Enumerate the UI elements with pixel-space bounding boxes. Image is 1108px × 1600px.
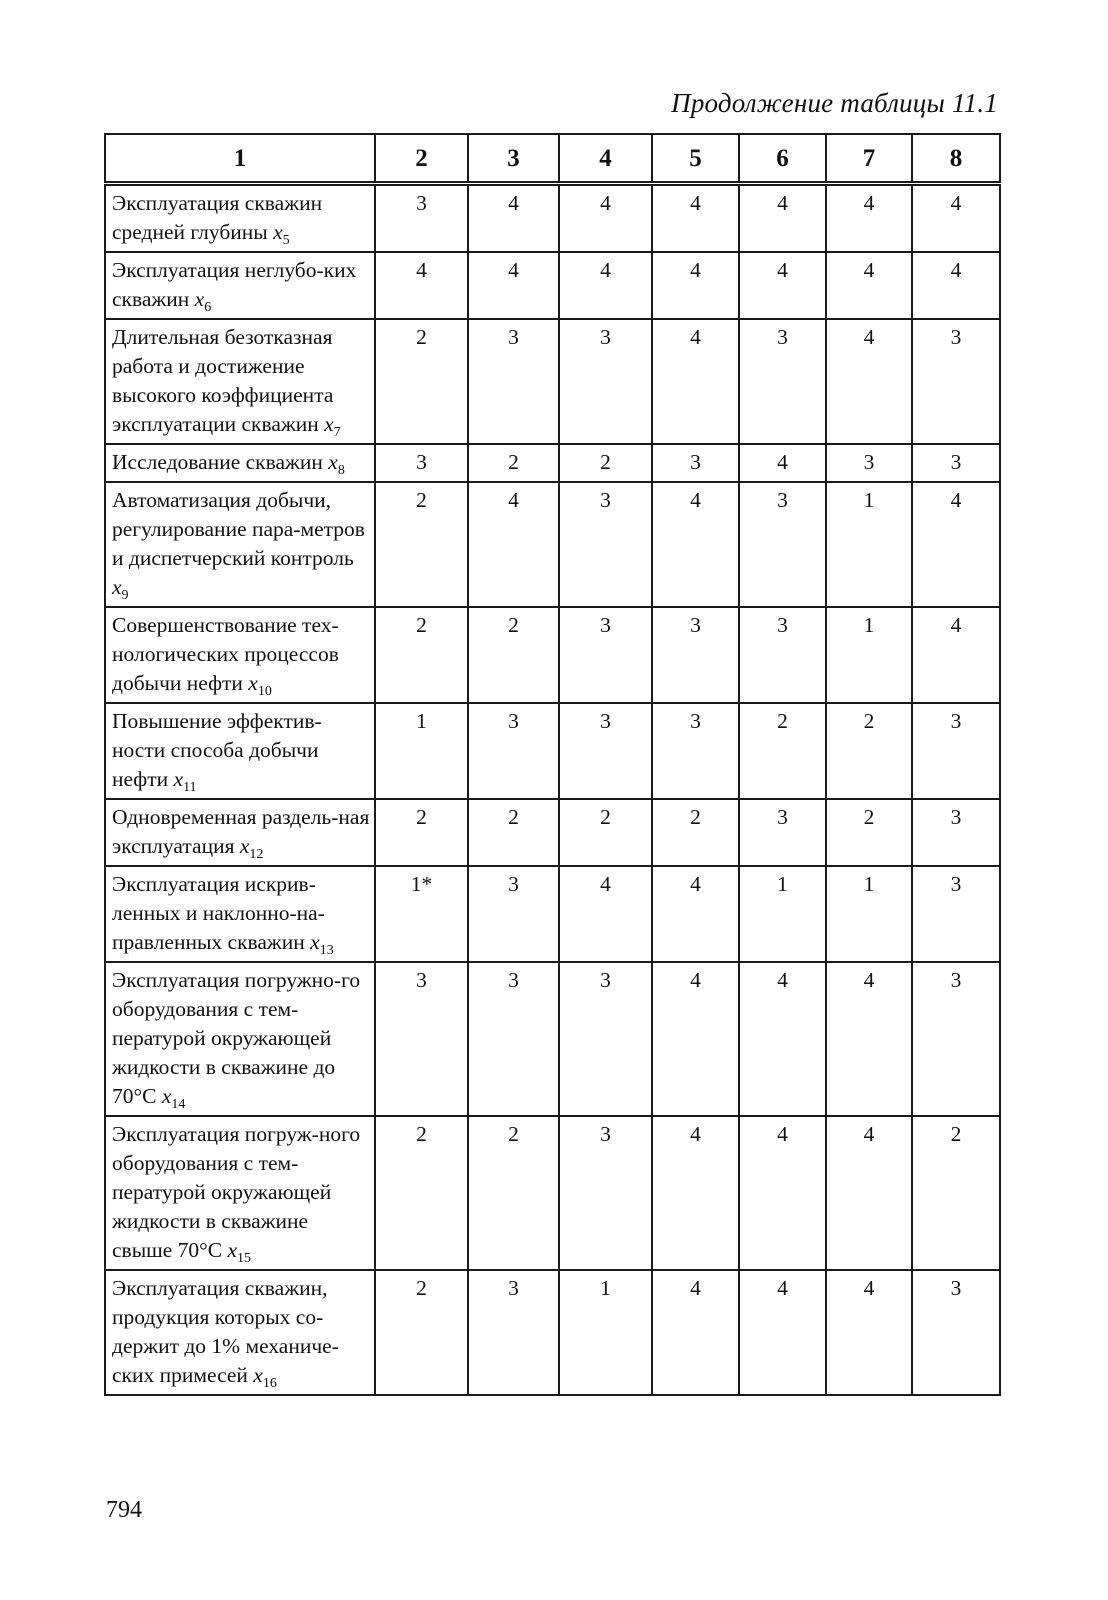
score-cell: 1 (826, 482, 912, 607)
row-label-text: Длительная безотказная работа и достижение высокого коэффициента эксплуатации скважин (112, 325, 334, 436)
table-row (105, 184, 1000, 253)
score-cell: 2 (559, 444, 652, 482)
score-cell: 3 (468, 866, 559, 962)
row-label-text: Эксплуатация погружно-го оборудования с тем-пературой окружающей жидкости в скважине до 70°С (112, 968, 361, 1108)
score-cell: 3 (559, 1116, 652, 1270)
score-cell: 3 (375, 444, 468, 482)
variable-symbol: x (273, 220, 283, 244)
score-cell: 4 (652, 866, 739, 962)
score-cell: 4 (652, 1270, 739, 1395)
table-row (105, 444, 1000, 482)
score-cell: 4 (468, 252, 559, 319)
score-cell: 3 (912, 866, 1000, 962)
row-label-text: Эксплуатация скважин средней глубины (112, 191, 323, 244)
score-cell: 3 (652, 607, 739, 703)
score-cell: 3 (468, 703, 559, 799)
table-row (105, 482, 1000, 607)
score-cell: 2 (375, 482, 468, 607)
variable-symbol: x (227, 1238, 237, 1262)
score-cell: 2 (468, 444, 559, 482)
variable-symbol: x (161, 1084, 172, 1108)
score-cell: 2 (826, 703, 912, 799)
variable-subscript: 9 (121, 588, 129, 603)
column-header-4: 4 (559, 134, 652, 184)
table-row (105, 962, 1000, 1116)
score-cell: 4 (559, 866, 652, 962)
variable-symbol: x (173, 767, 184, 791)
score-cell: 1 (559, 1270, 652, 1395)
score-cell: 3 (559, 482, 652, 607)
row-label-cell (105, 703, 375, 799)
score-cell: 4 (826, 184, 912, 253)
score-cell: 3 (739, 607, 826, 703)
column-header-1: 1 (105, 134, 375, 184)
table-caption: Продолжение таблицы 11.1 (671, 88, 998, 118)
table-row (105, 252, 1000, 319)
table-row (105, 1270, 1000, 1395)
score-cell: 4 (912, 252, 1000, 319)
row-label-cell (105, 866, 375, 962)
row-label-cell (105, 962, 375, 1116)
table-row (105, 866, 1000, 962)
variable-symbol: x (253, 1363, 263, 1387)
column-header-3: 3 (468, 134, 559, 184)
score-cell: 4 (652, 482, 739, 607)
score-cell: 4 (739, 444, 826, 482)
row-label-cell (105, 482, 375, 607)
score-cell: 3 (652, 444, 739, 482)
row-label-text: Автоматизация добычи, регулирование пара-метров и диспетчерский контроль (112, 488, 365, 570)
score-cell: 4 (912, 184, 1000, 253)
score-cell: 3 (375, 962, 468, 1116)
score-cell: 3 (912, 319, 1000, 444)
score-cell: 4 (652, 252, 739, 319)
score-cell: 3 (559, 962, 652, 1116)
table-header (105, 134, 1000, 184)
score-cell: 4 (912, 482, 1000, 607)
score-cell: 3 (375, 184, 468, 253)
score-cell: 3 (912, 962, 1000, 1116)
variable-subscript: 12 (249, 847, 264, 862)
score-cell: 4 (912, 607, 1000, 703)
score-cell: 2 (375, 1116, 468, 1270)
score-cell: 2 (468, 799, 559, 866)
variable-subscript: 8 (337, 463, 345, 478)
table-row (105, 799, 1000, 866)
score-cell: 3 (739, 482, 826, 607)
row-label-text: Эксплуатация скважин, продукция которых со-держит до 1% механиче-ских примесей (112, 1276, 339, 1387)
variable-subscript: 11 (183, 780, 197, 795)
score-cell: 4 (826, 1270, 912, 1395)
score-cell: 3 (739, 799, 826, 866)
score-cell: 2 (826, 799, 912, 866)
variable-subscript: 14 (171, 1097, 186, 1112)
column-header-6: 6 (739, 134, 826, 184)
header-row (105, 134, 1000, 184)
row-label-cell (105, 1270, 375, 1395)
score-cell: 3 (559, 607, 652, 703)
score-cell: 4 (468, 482, 559, 607)
column-header-7: 7 (826, 134, 912, 184)
variable-subscript: 16 (262, 1376, 277, 1391)
score-cell: 1 (375, 703, 468, 799)
score-cell: 4 (739, 1116, 826, 1270)
score-cell: 4 (739, 962, 826, 1116)
variable-symbol: x (324, 412, 334, 436)
score-cell: 2 (559, 799, 652, 866)
row-label-text: Эксплуатация неглубо-ких скважин (112, 258, 357, 311)
row-label-text: Эксплуатация искрив-ленных и наклонно-на-правленных скважин (112, 872, 325, 954)
score-cell: 3 (559, 319, 652, 444)
table-row (105, 607, 1000, 703)
score-cell: 3 (912, 1270, 1000, 1395)
score-cell: 4 (652, 1116, 739, 1270)
row-label-cell (105, 799, 375, 866)
score-cell: 2 (468, 1116, 559, 1270)
page-number: 794 (106, 1497, 142, 1523)
score-cell: 4 (739, 1270, 826, 1395)
score-cell: 2 (375, 799, 468, 866)
column-header-8: 8 (912, 134, 1000, 184)
row-label-cell (105, 184, 375, 253)
table-row (105, 319, 1000, 444)
score-cell: 3 (826, 444, 912, 482)
score-cell: 1 (826, 866, 912, 962)
variable-symbol: x (194, 287, 205, 311)
score-cell: 4 (826, 962, 912, 1116)
score-cell: 3 (652, 703, 739, 799)
variable-subscript: 10 (257, 684, 272, 699)
score-cell: 4 (559, 184, 652, 253)
score-cell: 2 (375, 319, 468, 444)
score-cell: 3 (739, 319, 826, 444)
table-row (105, 703, 1000, 799)
score-cell: 2 (652, 799, 739, 866)
score-cell: 2 (739, 703, 826, 799)
variable-symbol: x (248, 671, 258, 695)
score-cell: 4 (739, 252, 826, 319)
row-label-text: Совершенствование тех-нологических процессов добычи нефти (112, 613, 339, 695)
table-body (105, 184, 1000, 1396)
score-cell: 4 (652, 184, 739, 253)
row-label-text: Повышение эффектив-ности способа добычи нефти (112, 709, 322, 791)
score-cell: 1 (826, 607, 912, 703)
score-cell: 4 (826, 319, 912, 444)
row-label-text: Исследование скважин (112, 450, 323, 474)
score-cell: 4 (375, 252, 468, 319)
variable-subscript: 15 (236, 1251, 251, 1266)
variable-symbol: x (112, 575, 122, 599)
row-label-text: Эксплуатация погруж-ного оборудования с тем-пературой окружающей жидкости в скважине свыше 70°С (112, 1122, 361, 1262)
score-cell: 3 (468, 319, 559, 444)
score-cell: 3 (912, 703, 1000, 799)
score-cell: 2 (375, 1270, 468, 1395)
score-cell: 2 (912, 1116, 1000, 1270)
variable-symbol: x (310, 930, 320, 954)
score-cell: 4 (826, 252, 912, 319)
score-cell: 1* (375, 866, 468, 962)
variable-subscript: 5 (282, 233, 290, 248)
table-row (105, 1116, 1000, 1270)
column-header-2: 2 (375, 134, 468, 184)
score-cell: 1 (739, 866, 826, 962)
score-cell: 4 (559, 252, 652, 319)
row-label-cell (105, 319, 375, 444)
score-cell: 3 (468, 962, 559, 1116)
column-header-5: 5 (652, 134, 739, 184)
score-cell: 3 (912, 799, 1000, 866)
row-label-cell (105, 444, 375, 482)
row-label-text: Одновременная раздель-ная эксплуатация (112, 805, 370, 858)
score-cell: 4 (468, 184, 559, 253)
variable-symbol: x (239, 834, 250, 858)
score-cell: 2 (468, 607, 559, 703)
score-cell: 3 (912, 444, 1000, 482)
row-label-cell (105, 252, 375, 319)
score-cell: 3 (559, 703, 652, 799)
variable-subscript: 13 (319, 943, 334, 958)
score-cell: 4 (652, 319, 739, 444)
score-cell: 4 (739, 184, 826, 253)
row-label-cell (105, 607, 375, 703)
row-label-cell (105, 1116, 375, 1270)
score-cell: 2 (375, 607, 468, 703)
variable-subscript: 6 (204, 300, 212, 315)
score-cell: 4 (826, 1116, 912, 1270)
variable-symbol: x (328, 450, 338, 474)
score-cell: 3 (468, 1270, 559, 1395)
variable-subscript: 7 (333, 425, 341, 440)
data-table (104, 133, 1001, 1396)
score-cell: 4 (652, 962, 739, 1116)
